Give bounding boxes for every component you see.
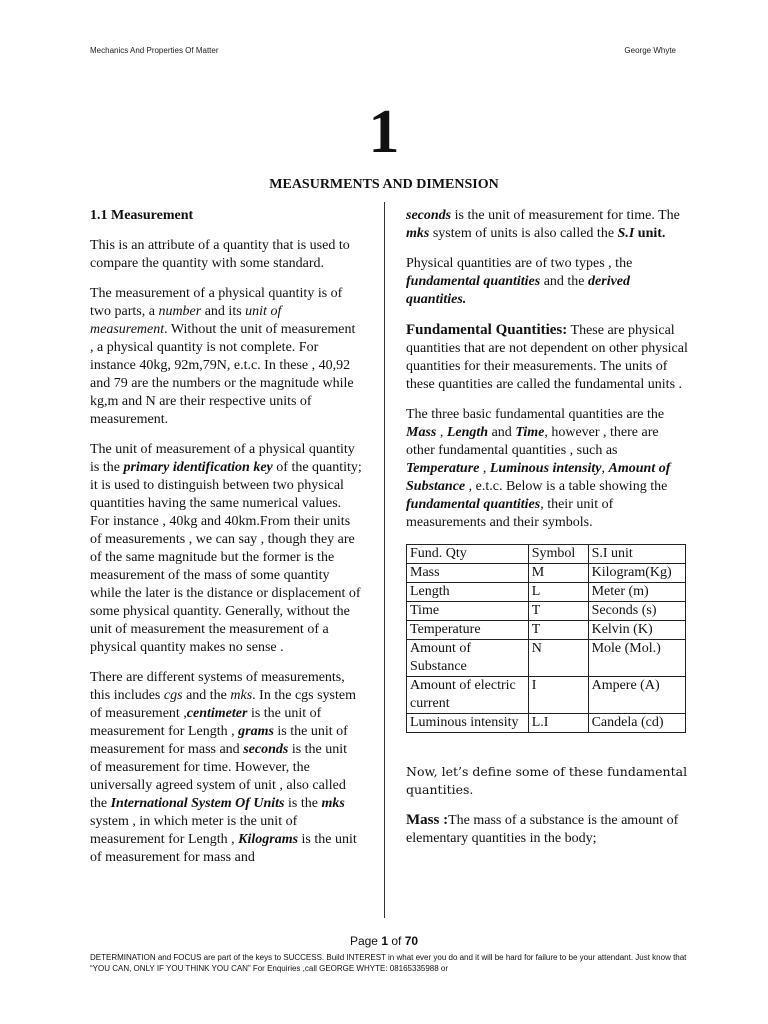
table-row bbox=[407, 677, 686, 714]
table-header-cell: Fund. Qty bbox=[407, 545, 529, 564]
text-run: unit. bbox=[634, 226, 666, 241]
page-number bbox=[0, 934, 768, 948]
table-row bbox=[407, 640, 686, 677]
term-si: S.I bbox=[617, 226, 635, 241]
text-run: The three basic fundamental quantities are the bbox=[406, 407, 665, 422]
table-cell: Temperature bbox=[407, 621, 529, 640]
text-run: is the unit of measurement for mass and bbox=[90, 724, 348, 757]
term-mks: mks bbox=[406, 226, 430, 241]
table-header-cell: Symbol bbox=[528, 545, 588, 564]
term-number: number bbox=[158, 304, 202, 319]
table-cell: Length bbox=[407, 583, 529, 602]
total-pages: 70 bbox=[404, 934, 419, 948]
text-run: system , in which meter is the unit of measurement for Length , bbox=[90, 814, 298, 847]
text-run: These are physical quantities that are not dependent on other physical quantities for their measurements. The units of these quantities are called the fundamental units . bbox=[406, 323, 688, 392]
text-run: Physical quantities are of two types , the bbox=[406, 256, 633, 271]
table-header-row bbox=[407, 545, 686, 564]
term-grams: grams bbox=[238, 724, 274, 739]
table-cell: Candela (cd) bbox=[588, 714, 685, 733]
table-cell: T bbox=[528, 602, 588, 621]
table-cell: L bbox=[528, 583, 588, 602]
paragraph-systems bbox=[90, 669, 362, 867]
paragraph-two-parts bbox=[90, 285, 362, 429]
term-fundamental-quantities: fundamental quantities bbox=[406, 274, 541, 289]
term-fundamental-quantities: fundamental quantities bbox=[406, 497, 541, 512]
term-mass-heading: Mass : bbox=[406, 812, 449, 828]
term-derived-quantities: derived quantities. bbox=[406, 274, 631, 307]
term-primary-identification-key: primary identification key bbox=[123, 460, 273, 475]
term-kilograms: Kilograms bbox=[238, 832, 299, 847]
table-cell: I bbox=[528, 677, 588, 714]
term-fundamental-heading: Fundamental Quantities: bbox=[406, 322, 568, 338]
text-run: There are different systems of measurements, this includes bbox=[90, 670, 345, 703]
table-cell: Ampere (A) bbox=[588, 677, 685, 714]
page-label: Page bbox=[349, 934, 382, 948]
text-run: is the unit of measurement for mass and bbox=[90, 832, 357, 865]
paragraph-si-unit bbox=[406, 207, 688, 243]
table-cell: Kelvin (K) bbox=[588, 621, 685, 640]
paragraph-identification-key bbox=[90, 441, 362, 657]
term-seconds: seconds bbox=[243, 742, 289, 757]
table-header-cell: S.I unit bbox=[588, 545, 685, 564]
footer-note: DETERMINATION and FOCUS are part of the keys to SUCCESS. Build INTEREST in what ever you do and it will be hard for failure to be your attendant. Just know that “YOU CAN, ONLY IF YOU THINK YOU CAN” For Enquiries ,call GEORGE WHYTE: 08165335988 or bbox=[90, 953, 687, 973]
paragraph-basic-quantities bbox=[406, 406, 688, 532]
paragraph-attribute: This is an attribute of a quantity that is used to compare the quantity with some standard. bbox=[90, 238, 350, 271]
chapter-number: 1 bbox=[368, 98, 400, 166]
running-header-author: George Whyte bbox=[624, 46, 676, 55]
text-run: is the unit of measurement for Length , bbox=[90, 706, 322, 739]
table-cell: Seconds (s) bbox=[588, 602, 685, 621]
term-amount-of-substance: Amount of Substance bbox=[406, 461, 671, 494]
table-row bbox=[407, 602, 686, 621]
table-cell: T bbox=[528, 621, 588, 640]
term-length: Length bbox=[446, 425, 489, 440]
right-column bbox=[406, 207, 688, 860]
current-page: 1 bbox=[381, 934, 388, 948]
paragraph-mass bbox=[406, 811, 688, 848]
column-divider bbox=[384, 202, 385, 918]
left-column bbox=[90, 207, 362, 879]
table-cell: Amount of Substance bbox=[407, 640, 529, 677]
text-run: , bbox=[436, 425, 447, 440]
term-cgs: cgs bbox=[163, 688, 183, 703]
table-cell: Mole (Mol.) bbox=[588, 640, 685, 677]
text-run: of the quantity; it is used to distinguish between two physical quantities having the same numerical values. For instance , 40kg and 40km.From their units of measurements , we can say , though they are of the same magnitude but the former is the measurement of the mass of some quantity while the later is the distance or displacement of some physical quantity. Generally, without the unit of measurement the measurement of a physical quantity makes no sense . bbox=[90, 460, 362, 655]
text-run: The measurement of a physical quantity is of two parts, a bbox=[90, 286, 343, 319]
table-cell: Mass bbox=[407, 564, 529, 583]
section-heading: 1.1 Measurement bbox=[90, 208, 194, 223]
text-run: and the bbox=[182, 688, 231, 703]
term-international-system: International System Of Units bbox=[110, 796, 285, 811]
text-run: , e.t.c. Below is a table showing the bbox=[465, 479, 668, 494]
table-cell: L.I bbox=[528, 714, 588, 733]
table-cell: Meter (m) bbox=[588, 583, 685, 602]
text-run: , their unit of measurements and their symbols. bbox=[406, 497, 614, 530]
text-run: The mass of a substance is the amount of elementary quantities in the body; bbox=[406, 813, 679, 846]
text-run: The unit of measurement of a physical quantity is the bbox=[90, 442, 355, 475]
paragraph-define: Now, let’s define some of these fundamental quantities. bbox=[406, 764, 688, 797]
text-run: and the bbox=[540, 274, 589, 289]
table-cell: Time bbox=[407, 602, 529, 621]
text-run: is the unit of measurement for time. However, the universally agreed system of unit , also called the bbox=[90, 742, 348, 811]
table-cell: Kilogram(Kg) bbox=[588, 564, 685, 583]
text-run: and bbox=[488, 425, 516, 440]
term-unit-of-measurement: unit of measurement bbox=[90, 304, 282, 337]
term-mass: Mass bbox=[406, 425, 437, 440]
table-cell: Luminous intensity bbox=[407, 714, 529, 733]
paragraph-fundamental-quantities bbox=[406, 321, 688, 394]
text-run: and its bbox=[201, 304, 246, 319]
running-header-title: Mechanics And Properties Of Matter bbox=[90, 46, 219, 55]
table-cell: M bbox=[528, 564, 588, 583]
text-run: , bbox=[601, 461, 609, 476]
table-row bbox=[407, 564, 686, 583]
paragraph-two-types bbox=[406, 255, 688, 309]
text-run: system of units is also called the bbox=[429, 226, 618, 241]
term-seconds: seconds bbox=[406, 208, 452, 223]
table-row bbox=[407, 583, 686, 602]
table-cell: Amount of electric current bbox=[407, 677, 529, 714]
term-time: Time bbox=[515, 425, 545, 440]
term-mks: mks bbox=[321, 796, 345, 811]
text-run: , bbox=[479, 461, 490, 476]
text-run: . In the cgs system of measurement , bbox=[90, 688, 356, 721]
fundamental-quantities-table bbox=[406, 544, 686, 733]
table-cell: N bbox=[528, 640, 588, 677]
term-temperature: Temperature bbox=[406, 461, 480, 476]
chapter-title: MEASURMENTS AND DIMENSION bbox=[269, 177, 499, 192]
term-mks: mks bbox=[230, 688, 253, 703]
text-run: is the unit of measurement for time. The bbox=[451, 208, 680, 223]
term-luminous-intensity: Luminous intensity bbox=[489, 461, 602, 476]
table-row bbox=[407, 621, 686, 640]
text-run: . Without the unit of measurement , a physical quantity is not complete. For instance 40kg, 92m,79N, e.t.c. In these , 40,92 and 79 are the numbers or the magnitude while kg,m and N are their respective units of measurement. bbox=[90, 322, 356, 427]
text-run: is the bbox=[284, 796, 322, 811]
term-centimeter: centimeter bbox=[186, 706, 248, 721]
text-run: , however , there are other fundamental quantities , such as bbox=[406, 425, 659, 458]
table-row bbox=[407, 714, 686, 733]
page-of-label: of bbox=[388, 934, 405, 948]
